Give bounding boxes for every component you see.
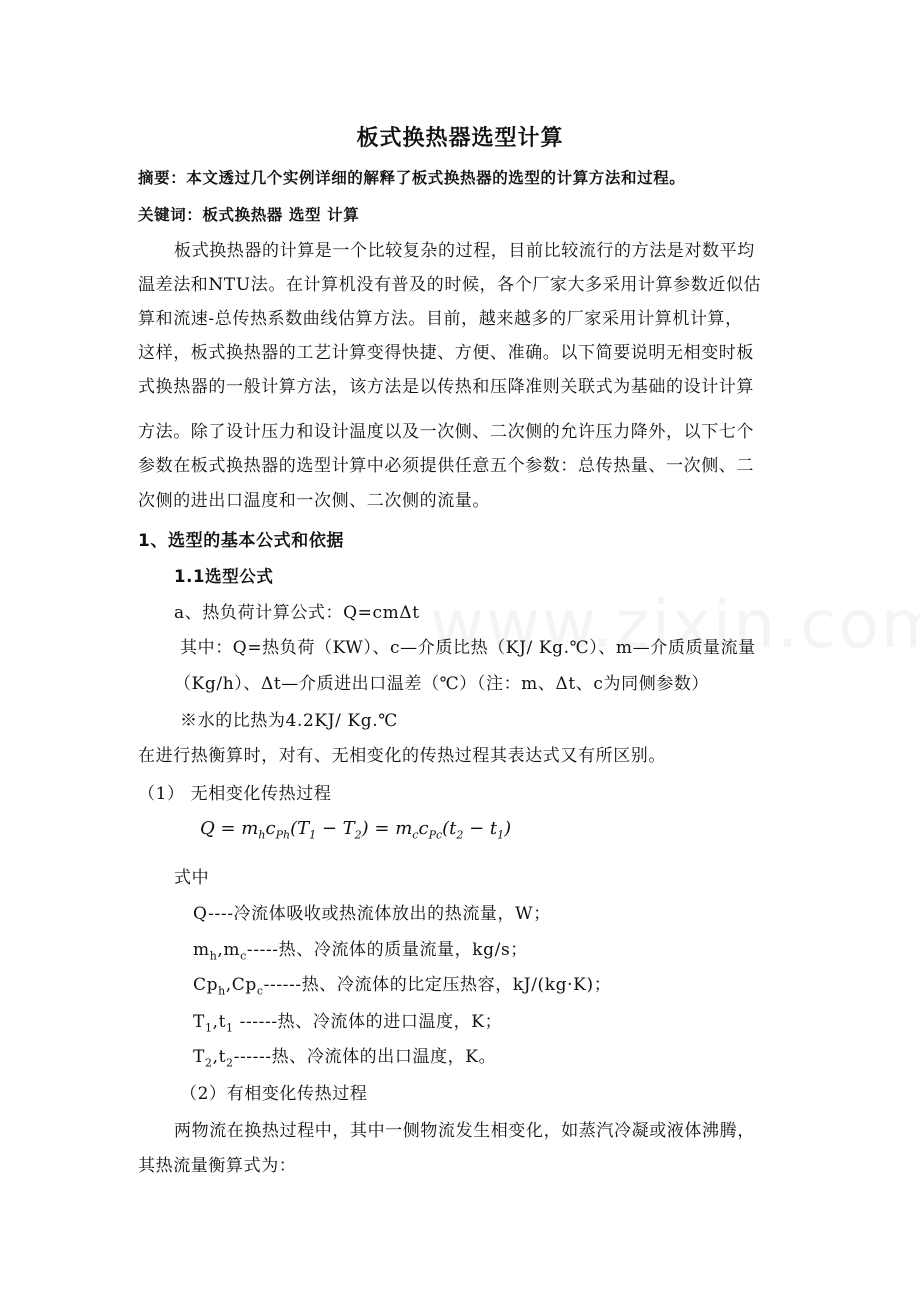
def-q: Q----冷流体吸收或热流体放出的热流量，W； [193,904,551,924]
def-inlet-temp: $T_1,t_1$ ------热、冷流体的进口温度，K； [193,1012,503,1035]
abstract: 摘要：本文透过几个实例详细的解释了板式换热器的选型的计算方法和过程。 [138,169,686,187]
where-line: 其中：Q=热负荷（KW）、c—介质比热（KJ/ Kg.℃）、m—介质质量流量 [180,638,756,658]
where-line: （Kg/h）、Δt—介质进出口温差（℃）（注：m、Δt、c为同侧参数） [174,674,710,694]
heat-load-formula: a、热负荷计算公式：Q=cmΔt [174,603,420,623]
case-1-heading: （1） 无相变化传热过程 [138,784,332,804]
def-cp: $Cp_h,Cp_c------$热、冷流体的比定压热容，kJ/(kg·K)； [193,975,612,998]
document-title: 板式换热器选型计算 [356,126,564,151]
case-2-heading: （2）有相变化传热过程 [180,1084,368,1104]
balance-note: 在进行热衡算时，对有、无相变化的传热过程其表达式又有所区别。 [138,746,666,766]
section-heading-1-1: 1.1选型公式 [174,567,274,586]
intro-line: 算和流速-总传热系数曲线估算方法。目前，越来越多的厂家采用计算机计算， [138,309,743,329]
intro-line: 式换热器的一般计算方法，该方法是以传热和压降准则关联式为基础的设计计算 [138,377,754,397]
intro-line: 次侧的进出口温度和一次侧、二次侧的流量。 [138,491,490,511]
intro-line: 方法。除了设计压力和设计温度以及一次侧、二次侧的允许压力降外，以下七个 [138,422,754,442]
keywords: 关键词：板式换热器 选型 计算 [138,206,360,224]
shizhong-label: 式中 [174,868,210,888]
intro-line: 温差法和NTU法。在计算机没有普及的时候，各个厂家大多采用计算参数近似估 [138,275,762,295]
def-mass-flow: $m_h,m_c-----$热、冷流体的质量流量，kg/s； [193,940,528,963]
section-heading-1: 1、选型的基本公式和依据 [138,531,345,551]
energy-balance-formula: $Q = m_hc_{Ph}(T_1 - T_2) = m_cc_{Pc}(t_2 - t_1)$ [200,818,512,842]
water-note: ※水的比热为4.2KJ/ Kg.℃ [180,711,398,731]
intro-line: 板式换热器的计算是一个比较复杂的过程，目前比较流行的方法是对数平均 [174,241,755,261]
phase-line: 两物流在换热过程中，其中一侧物流发生相变化，如蒸汽冷凝或液体沸腾， [174,1121,755,1141]
phase-line: 其热流量衡算式为： [138,1156,297,1176]
intro-line: 参数在板式换热器的选型计算中必须提供任意五个参数：总传热量、一次侧、二 [138,456,754,476]
def-outlet-temp: $T_2,t_2------$热、冷流体的出口温度，K。 [193,1047,497,1070]
intro-line: 这样，板式换热器的工艺计算变得快捷、方便、准确。以下简要说明无相变时板 [138,343,754,363]
